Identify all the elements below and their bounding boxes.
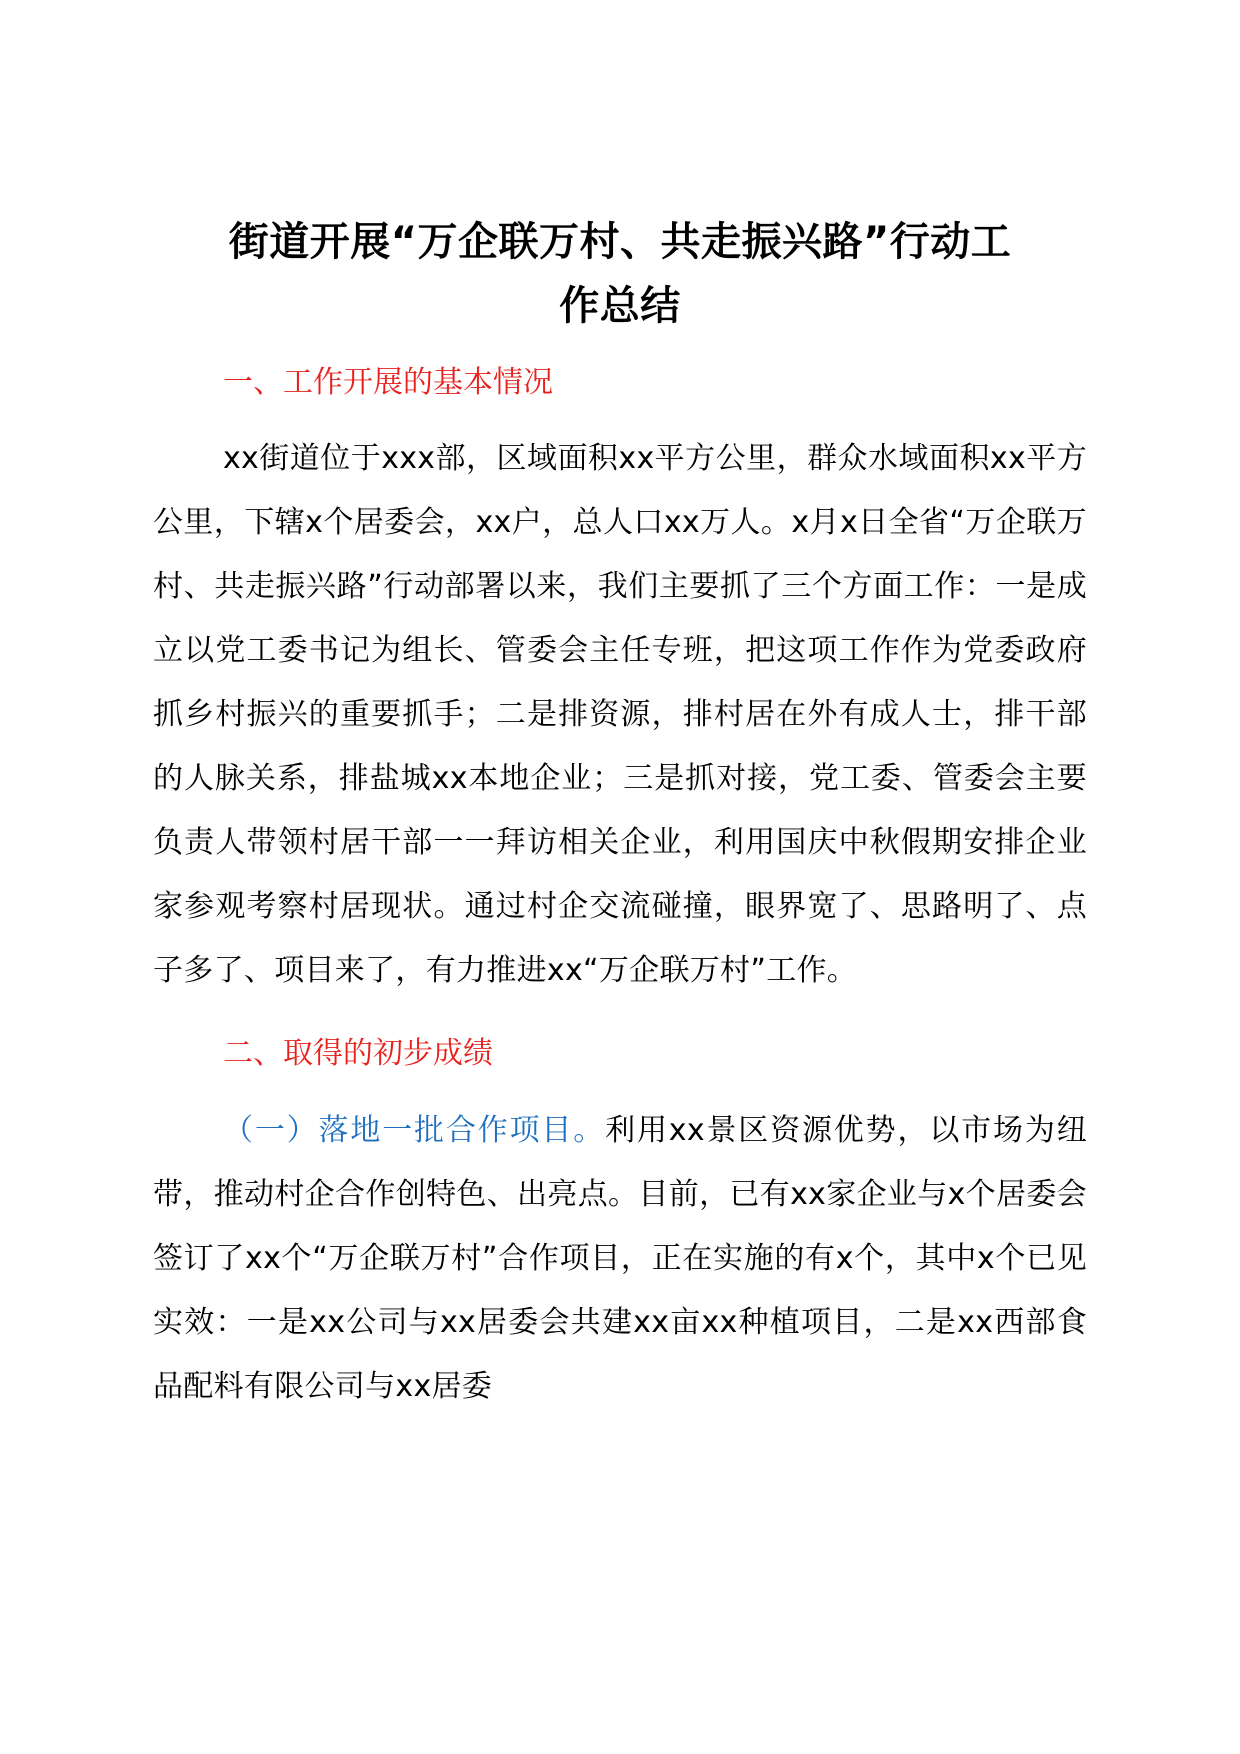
section-2-heading: 二、取得的初步成绩 [223,1036,493,1071]
section-1-paragraph: xx街道位于xxx部，区域面积xx平方公里，群众水域面积xx平方公里，下辖x个居委会，xx户，总人口xx万人。x月x日全省“万企联万村、共走振兴路”行动部署以来，我们主要抓了三个方面工作：一是成立以党工委书记为组长、管委会主任专班，把这项工作作为党委政府抓乡村振兴的重要抓手；二是排资源，排村居在外有成人士，排干部的人脉关系，排盐城xx本地企业；三是抓对接，党工委、管委会主要负责人带领村居干部一一拜访相关企业，利用国庆中秋假期安排企业家参观考察村居现状。通过村企交流碰撞，眼界宽了、思路明了、点子多了、项目来了，有力推进xx“万企联万村”工作。 [153,441,1087,988]
page-title [150,210,1090,338]
subsection-1-text: 利用xx景区资源优势，以市场为纽带，推动村企合作创特色、出亮点。目前，已有xx家企业与x个居委会签订了xx个“万企联万村”合作项目，正在实施的有x个，其中x个已见实效：一是xx公司与xx居委会共建xx亩xx种植项目，二是xx西部食品配料有限公司与xx居委 [153,1113,1087,1404]
title-line-2: 作总结 [559,283,681,329]
section-2-paragraph [153,1099,1087,1419]
subsection-1-heading: （一）落地一批合作项目。 [223,1113,606,1148]
title-line-1: 街道开展“万企联万村、共走振兴路”行动工 [228,219,1012,265]
section-1-heading: 一、工作开展的基本情况 [223,365,553,400]
